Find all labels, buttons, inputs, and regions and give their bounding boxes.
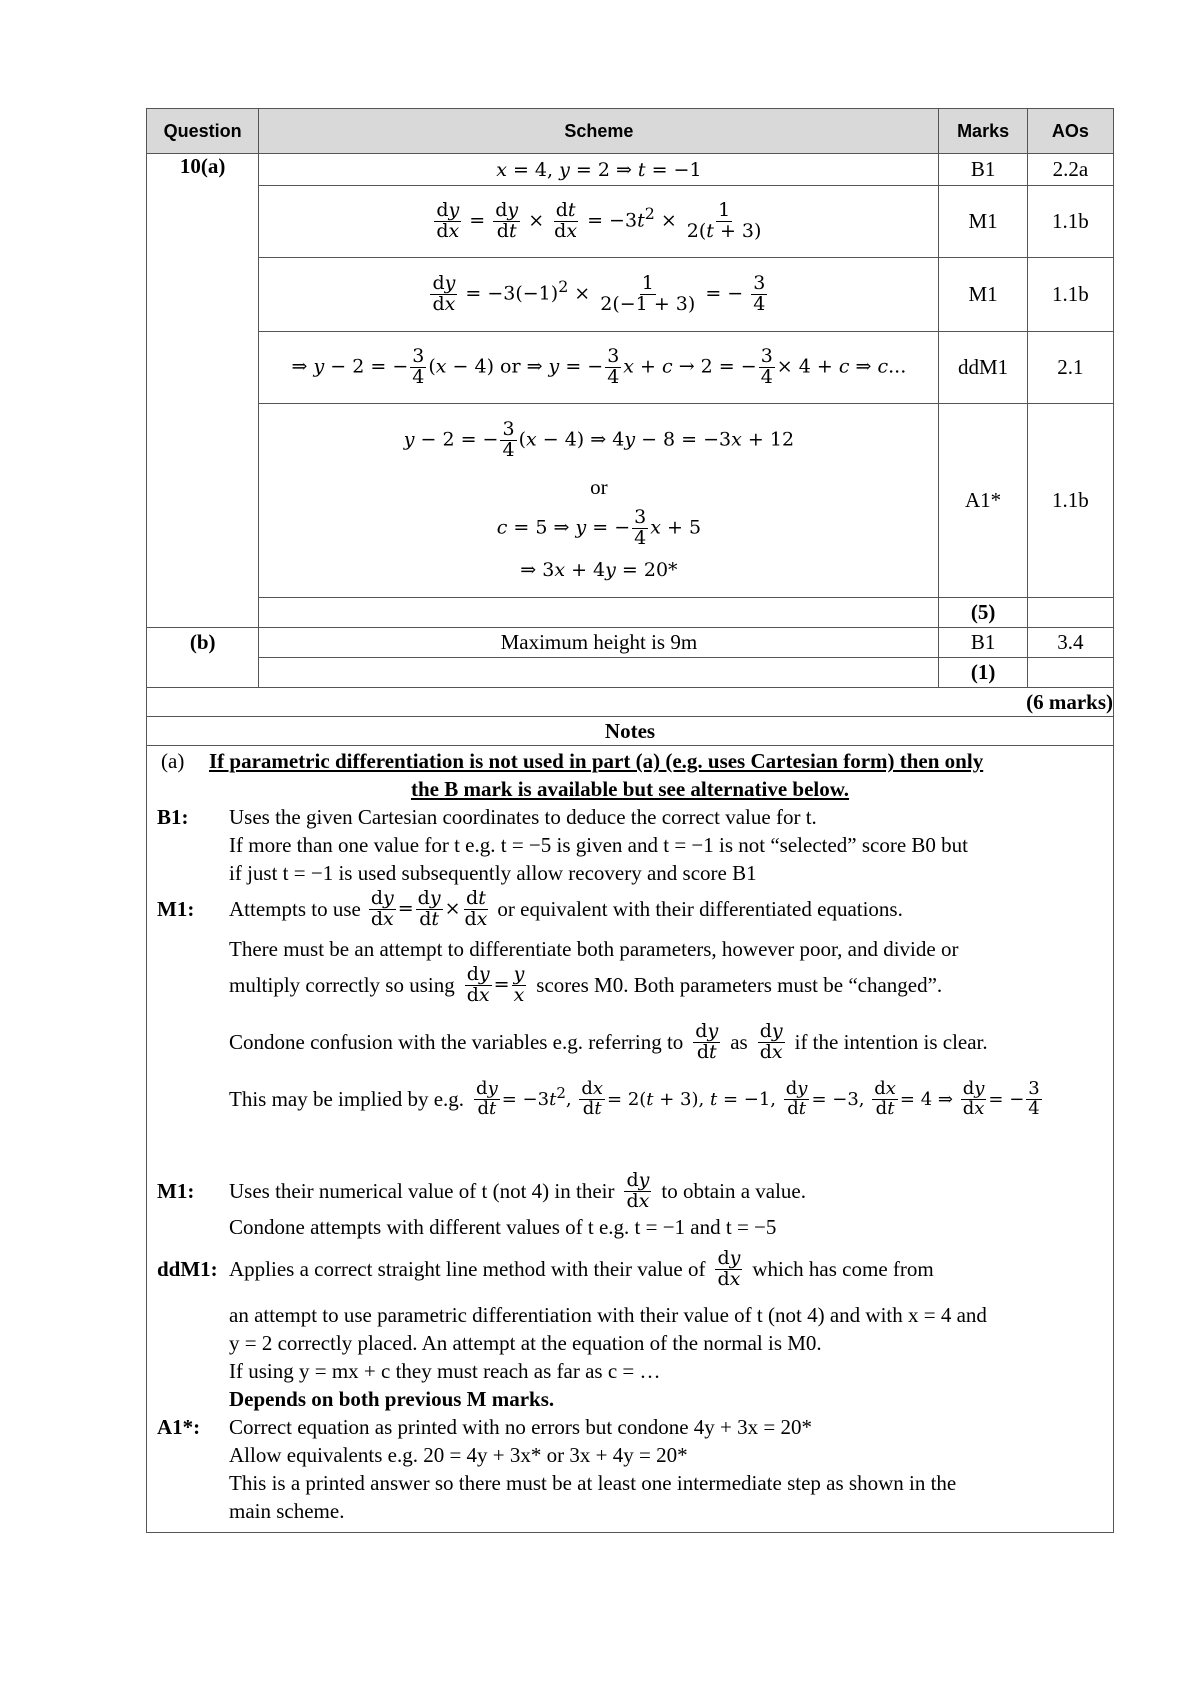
scheme-row (147, 258, 1114, 332)
ddm1-text: Depends on both previous M marks. (229, 1387, 555, 1411)
note-b1 (157, 803, 1103, 887)
m1-text: Attempts to use (229, 897, 361, 921)
header-marks: Marks (939, 109, 1027, 154)
m1-label: M1: (157, 897, 195, 921)
m1-text: There must be an attempt to differentiate both parameters, however poor, and divide or (229, 937, 959, 961)
mark-scheme-table (146, 108, 1114, 717)
m1-text: if the intention is clear. (794, 1030, 988, 1054)
ddm1-text: y = 2 correctly placed. An attempt at the equation of the normal is M0. (229, 1331, 822, 1355)
m1-text: Uses their numerical value of t (not 4) in their (229, 1179, 615, 1203)
warning-line-1: If parametric differentiation is not used in part (a) (e.g. uses Cartesian form) then only (209, 749, 984, 773)
wrong-formula: $\frac{dy}{dx}$ = $\frac{y}{x}$ (466, 962, 525, 1006)
note-ddm1: ddM1: Applies a correct straight line method with their value of $\frac{dy}{dx}$ which has come from an attempt to use parametric differentiation with their value of t (not 4) and with x = 4 and y = 2 correctly placed. An attempt at the equation of the normal is M0. If using y = mx + c they must reach as far as c = … Depends on both previous M marks. (157, 1245, 1103, 1413)
subtotal-row-b (147, 658, 1114, 688)
mark-cell: A1* (939, 404, 1027, 598)
mark-cell: B1 (939, 628, 1027, 658)
notes-part-label: (a) (161, 749, 185, 773)
header-question: Question (147, 109, 259, 154)
mark-cell: M1 (939, 258, 1027, 332)
ao-cell: 1.1b (1027, 186, 1113, 258)
m1-text: or equivalent with their differentiated equations. (497, 897, 903, 921)
header-row (147, 109, 1114, 154)
m1-text: Condone confusion with the variables e.g. referring to (229, 1030, 684, 1054)
ddm1-text: an attempt to use parametric differentiation with their value of t (not 4) and with x = 4 and (229, 1303, 987, 1327)
scheme-row (147, 186, 1114, 258)
ddm1-text: If using y = mx + c they must reach as far as c = … (229, 1359, 661, 1383)
b1-line: if just t = −1 is used subsequently allow recovery and score B1 (229, 861, 757, 885)
warning-line-2: the B mark is available but see alternative below. (410, 777, 850, 801)
or-word: or (590, 475, 608, 499)
mark-cell: ddM1 (939, 332, 1027, 404)
m1-text: multiply correctly so using (229, 973, 455, 997)
header-scheme: Scheme (259, 109, 939, 154)
b1-line: If more than one value for t e.g. t = −5 is given and t = −1 is not “selected” score B0 but (229, 833, 969, 857)
scheme-line-2: $\frac{dy}{dx}$ = $\frac{dy}{dt}$ × $\frac{dt}{dx}$ = $-3t^2$ × $\frac{1}{2(t + 3)}$ (259, 186, 939, 258)
m1-label: M1: (157, 1179, 195, 1203)
scheme-line-1: x = 4, y = 2 ⇒ t = −1 (259, 154, 939, 186)
a1-text: Allow equivalents e.g. 20 = 4y + 3x* or 3x + 4y = 20* (229, 1443, 688, 1467)
ao-cell: 2.1 (1027, 332, 1113, 404)
note-a1 (157, 1413, 1103, 1525)
scheme-line-5: y − 2 = − $\frac{3}{4}$ (x − 4) ⇒ 4y − 8 = −3x + 12 or c = 5 ⇒ y = − $\frac{3}{4}$ x + 5 ⇒ 3x + 4y = 20* (259, 404, 939, 598)
ddm1-text: Applies a correct straight line method with their value of (229, 1257, 706, 1281)
mark-cell: M1 (939, 186, 1027, 258)
header-aos: AOs (1027, 109, 1113, 154)
subtotal-a: (5) (939, 598, 1027, 628)
total-marks: (6 marks) (147, 688, 1114, 717)
scheme-line-b: Maximum height is 9m (259, 628, 939, 658)
ao-cell: 1.1b (1027, 258, 1113, 332)
subtotal-row-a (147, 598, 1114, 628)
m1-text: as (730, 1030, 748, 1054)
b1-line: Uses the given Cartesian coordinates to deduce the correct value for t. (229, 805, 817, 829)
a1-text: Correct equation as printed with no errors but condone 4y + 3x = 20* (229, 1415, 812, 1439)
total-row (147, 688, 1114, 717)
a1-label: A1*: (157, 1415, 201, 1439)
a1-text: main scheme. (229, 1499, 345, 1523)
note-m1-first: M1: Attempts to use $\frac{dy}{dx}$ = $\frac{dy}{dt}$ × $\frac{dt}{dx}$ or equivalent with their differentiated equations. There must be an attempt to differentiate both parameters, however poor, and divide or multiply correctly so using $\frac{dy}{dx}$ = $\frac{y}{x}$ scores M0. Both parameters must be “changed”. Condone confusion with the variables e.g. referring to $\frac{dy}{dt}$ as $\frac{dy}{dx}$ if the intention is clear. This may be implied by e.g. $\frac{dy}{dt}$ = $-3t^2$, $\frac{dx}{dt}$ = 2(t + 3), t = −1, $\frac{dy}{dt}$ = −3, $\frac{dx}{dt}$ = 4 ⇒ $\frac{dy}{dx}$ = − $\frac{3}{4}$ (157, 887, 1103, 1127)
scheme-row (147, 404, 1114, 598)
m1-text: This may be implied by e.g. (229, 1087, 465, 1111)
ddm1-label: ddM1: (157, 1257, 218, 1281)
subtotal-b: (1) (939, 658, 1027, 688)
ao-cell: 1.1b (1027, 404, 1113, 598)
note-m1-second: M1: Uses their numerical value of t (not 4) in their $\frac{dy}{dx}$ to obtain a value. Condone attempts with different values of t e.g. t = −1 and t = −5 (157, 1169, 1103, 1241)
question-label-a: 10(a) (147, 154, 259, 628)
m1-text: scores M0. Both parameters must be “changed”. (536, 973, 943, 997)
scheme-line-3: $\frac{dy}{dx}$ = $-3(-1)^2$ × $\frac{1}{2(-1 + 3)}$ = − $\frac{3}{4}$ (259, 258, 939, 332)
m1-text: to obtain a value. (661, 1179, 806, 1203)
m1-text: Condone attempts with different values of t e.g. t = −1 and t = −5 (229, 1215, 777, 1239)
chain-rule-formula: $\frac{dy}{dx}$ = $\frac{dy}{dt}$ × $\frac{dt}{dx}$ (370, 886, 488, 930)
notes-section (146, 717, 1114, 1533)
notes-title: Notes (147, 717, 1113, 746)
b1-label: B1: (157, 805, 189, 829)
scheme-line-4: ⇒ y − 2 = − $\frac{3}{4}$ (x − 4) or ⇒ y = − $\frac{3}{4}$ x + c → 2 = − $\frac{3}{4}$ × 4 + c ⇒ c... (259, 332, 939, 404)
ddm1-text: which has come from (752, 1257, 934, 1281)
mark-scheme-sheet (146, 108, 1114, 1533)
implied-example: $\frac{dy}{dt}$ = $-3t^2$, $\frac{dx}{dt}$ = 2(t + 3), t = −1, $\frac{dy}{dt}$ = −3, $\frac{dx}{dt}$ = 4 ⇒ $\frac{dy}{dx}$ = − $\frac{3}{4}$ (476, 1078, 1040, 1120)
scheme-row (147, 154, 1114, 186)
ao-cell: 2.2a (1027, 154, 1113, 186)
ao-cell: 3.4 (1027, 628, 1113, 658)
notes-warning (157, 747, 1103, 803)
scheme-row (147, 628, 1114, 658)
mark-cell: B1 (939, 154, 1027, 186)
a1-text: This is a printed answer so there must be at least one intermediate step as shown in the (229, 1471, 957, 1495)
question-label-b: (b) (147, 628, 259, 688)
scheme-row (147, 332, 1114, 404)
